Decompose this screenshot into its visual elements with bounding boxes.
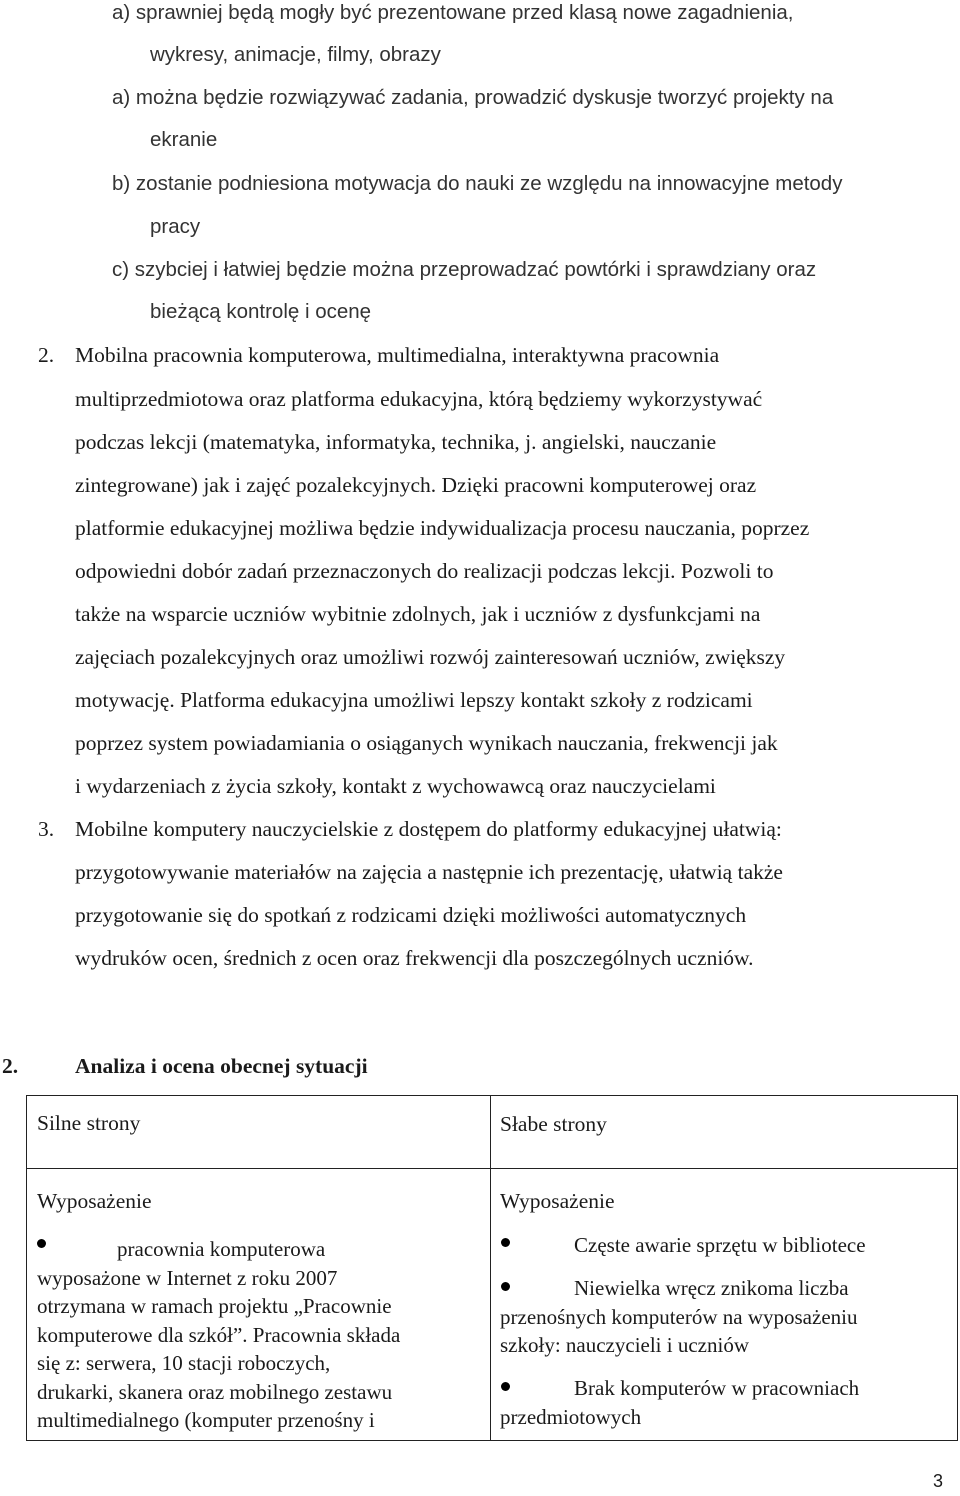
- weaknesses-header: Słabe strony: [500, 1112, 607, 1136]
- sub-item-b: b) zostanie podniesiona motywacja do nauki ze względu na innowacyjne metody: [112, 172, 843, 195]
- point-2-line: zajęciach pozalekcyjnych oraz umożliwi rozwój zainteresowań uczniów, zwiększy: [75, 645, 786, 669]
- point-3-number: 3.: [38, 817, 55, 841]
- weakness-item: Brak komputerów w pracowniach: [574, 1376, 860, 1400]
- strength-line: wyposażone w Internet z roku 2007: [37, 1266, 338, 1290]
- weakness-item-cont: przedmiotowych: [500, 1405, 642, 1429]
- point-2-line: platformie edukacyjnej możliwa będzie indywidualizacja procesu nauczania, poprzez: [75, 516, 810, 540]
- strength-line: się z: serwera, 10 stacji roboczych,: [37, 1351, 331, 1375]
- point-2-line: i wydarzeniach z życia szkoły, kontakt z wychowawcą oraz nauczycielami: [75, 774, 716, 798]
- weakness-item-cont: przenośnych komputerów na wyposażeniu: [500, 1305, 858, 1329]
- point-2-line: poprzez system powiadamiania o osiąganych wynikach nauczania, frekwencji jak: [75, 731, 778, 755]
- point-2-line: zintegrowane) jak i zajęć pozalekcyjnych. Dzięki pracowni komputerowej oraz: [75, 473, 757, 497]
- bullet-icon: [501, 1382, 510, 1391]
- point-2-line: multiprzedmiotowa oraz platforma edukacyjna, którą będziemy wykorzystywać: [75, 387, 763, 411]
- point-2-line: odpowiedni dobór zadań przeznaczonych do realizacji podczas lekcji. Pozwoli to: [75, 559, 774, 583]
- point-3-line: przygotowanie się do spotkań z rodzicami dzięki możliwości automatycznych: [75, 903, 747, 927]
- strength-line: multimedialnego (komputer przenośny i: [37, 1408, 375, 1432]
- strengths-subheader: Wyposażenie: [37, 1189, 152, 1213]
- point-2-number: 2.: [38, 343, 55, 367]
- weakness-item-cont: szkoły: nauczycieli i uczniów: [500, 1333, 749, 1357]
- point-3-line: wydruków ocen, średnich z ocen oraz frekwencji dla poszczególnych uczniów.: [75, 946, 754, 970]
- point-2-line: podczas lekcji (matematyka, informatyka, technika, j. angielski, nauczanie: [75, 430, 717, 454]
- point-3-line: przygotowywanie materiałów na zajęcia a następnie ich prezentację, ułatwią także: [75, 860, 783, 884]
- strength-line: drukarki, skanera oraz mobilnego zestawu: [37, 1380, 393, 1404]
- strength-line: pracownia komputerowa: [117, 1237, 326, 1261]
- point-2-line: także na wsparcie uczniów wybitnie zdolnych, jak i uczniów z dysfunkcjami na: [75, 602, 761, 626]
- sub-item-c-cont: bieżącą kontrolę i ocenę: [150, 300, 372, 323]
- strength-line: komputerowe dla szkół”. Pracownia składa: [37, 1323, 401, 1347]
- table-column-divider: [490, 1096, 491, 1440]
- weakness-item: Częste awarie sprzętu w bibliotece: [574, 1233, 866, 1257]
- swot-table: [26, 1095, 958, 1441]
- strengths-header: Silne strony: [37, 1111, 141, 1135]
- point-3-line: Mobilne komputery nauczycielskie z dostępem do platformy edukacyjnej ułatwią:: [75, 817, 782, 841]
- page-number: 3: [932, 1471, 943, 1491]
- sub-item-a1-cont: wykresy, animacje, filmy, obrazy: [150, 43, 441, 66]
- point-2-line: motywację. Platforma edukacyjna umożliwi lepszy kontakt szkoły z rodzicami: [75, 688, 753, 712]
- strength-line: otrzymana w ramach projektu „Pracownie: [37, 1294, 392, 1318]
- sub-item-a2-cont: ekranie: [150, 128, 218, 151]
- bullet-icon: [37, 1239, 46, 1248]
- weaknesses-subheader: Wyposażenie: [500, 1189, 615, 1213]
- sub-item-b-cont: pracy: [150, 215, 201, 238]
- bullet-icon: [501, 1238, 510, 1247]
- point-2-line: Mobilna pracownia komputerowa, multimedialna, interaktywna pracownia: [75, 343, 720, 367]
- sub-item-a1: a) sprawniej będą mogły być prezentowane przed klasą nowe zagadnienia,: [112, 1, 794, 24]
- section-number: 2.: [2, 1054, 19, 1078]
- sub-item-c: c) szybciej i łatwiej będzie można przeprowadzać powtórki i sprawdziany oraz: [112, 258, 817, 281]
- bullet-icon: [501, 1282, 510, 1291]
- section-title: Analiza i ocena obecnej sytuacji: [75, 1054, 368, 1078]
- weakness-item: Niewielka wręcz znikoma liczba: [574, 1276, 849, 1300]
- table-row-divider: [27, 1168, 957, 1169]
- sub-item-a2: a) można będzie rozwiązywać zadania, prowadzić dyskusje tworzyć projekty na: [112, 86, 834, 109]
